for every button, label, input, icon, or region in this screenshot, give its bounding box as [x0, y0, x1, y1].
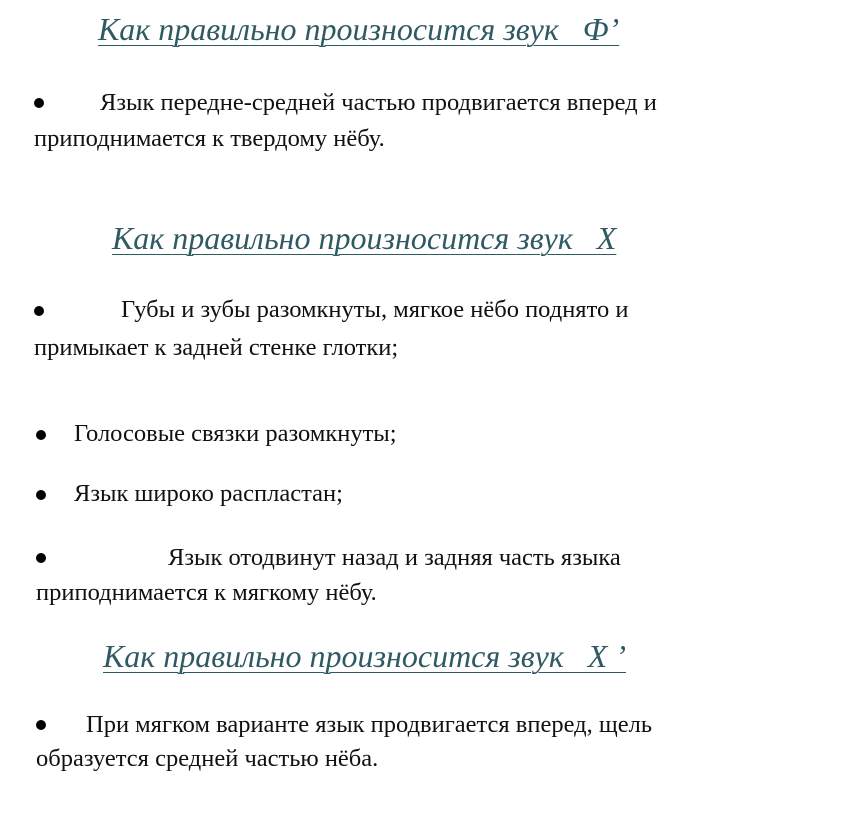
paragraph-line: Губы и зубы разомкнуты, мягкое нёбо поднято и — [121, 296, 629, 323]
heading-sound-kh-soft: Как правильно произносится звук Х ’ — [103, 638, 626, 674]
paragraph-line: Язык отодвинут назад и задняя часть языка — [168, 544, 621, 571]
heading-sound-f-soft: Как правильно произносится звук Ф’ — [98, 11, 620, 47]
paragraph-line: Голосовые связки разомкнуты; — [74, 420, 397, 447]
paragraph-line: примыкает к задней стенке глотки; — [34, 334, 399, 361]
bullet-icon — [36, 553, 46, 563]
bullet-icon — [36, 720, 46, 730]
paragraph-line: образуется средней частью нёба. — [36, 745, 379, 772]
paragraph-line: Язык передне-средней частью продвигается вперед и — [100, 89, 657, 116]
paragraph-line: Язык широко распластан; — [74, 480, 343, 507]
bullet-icon — [36, 490, 46, 500]
paragraph-line: приподнимается к мягкому нёбу. — [36, 579, 377, 606]
bullet-icon — [34, 306, 44, 316]
bullet-icon — [36, 430, 46, 440]
bullet-icon — [34, 98, 44, 108]
paragraph-line: приподнимается к твердому нёбу. — [34, 125, 385, 152]
heading-sound-kh: Как правильно произносится звук Х — [112, 220, 617, 256]
paragraph-line: При мягком варианте язык продвигается вперед, щель — [86, 711, 653, 738]
